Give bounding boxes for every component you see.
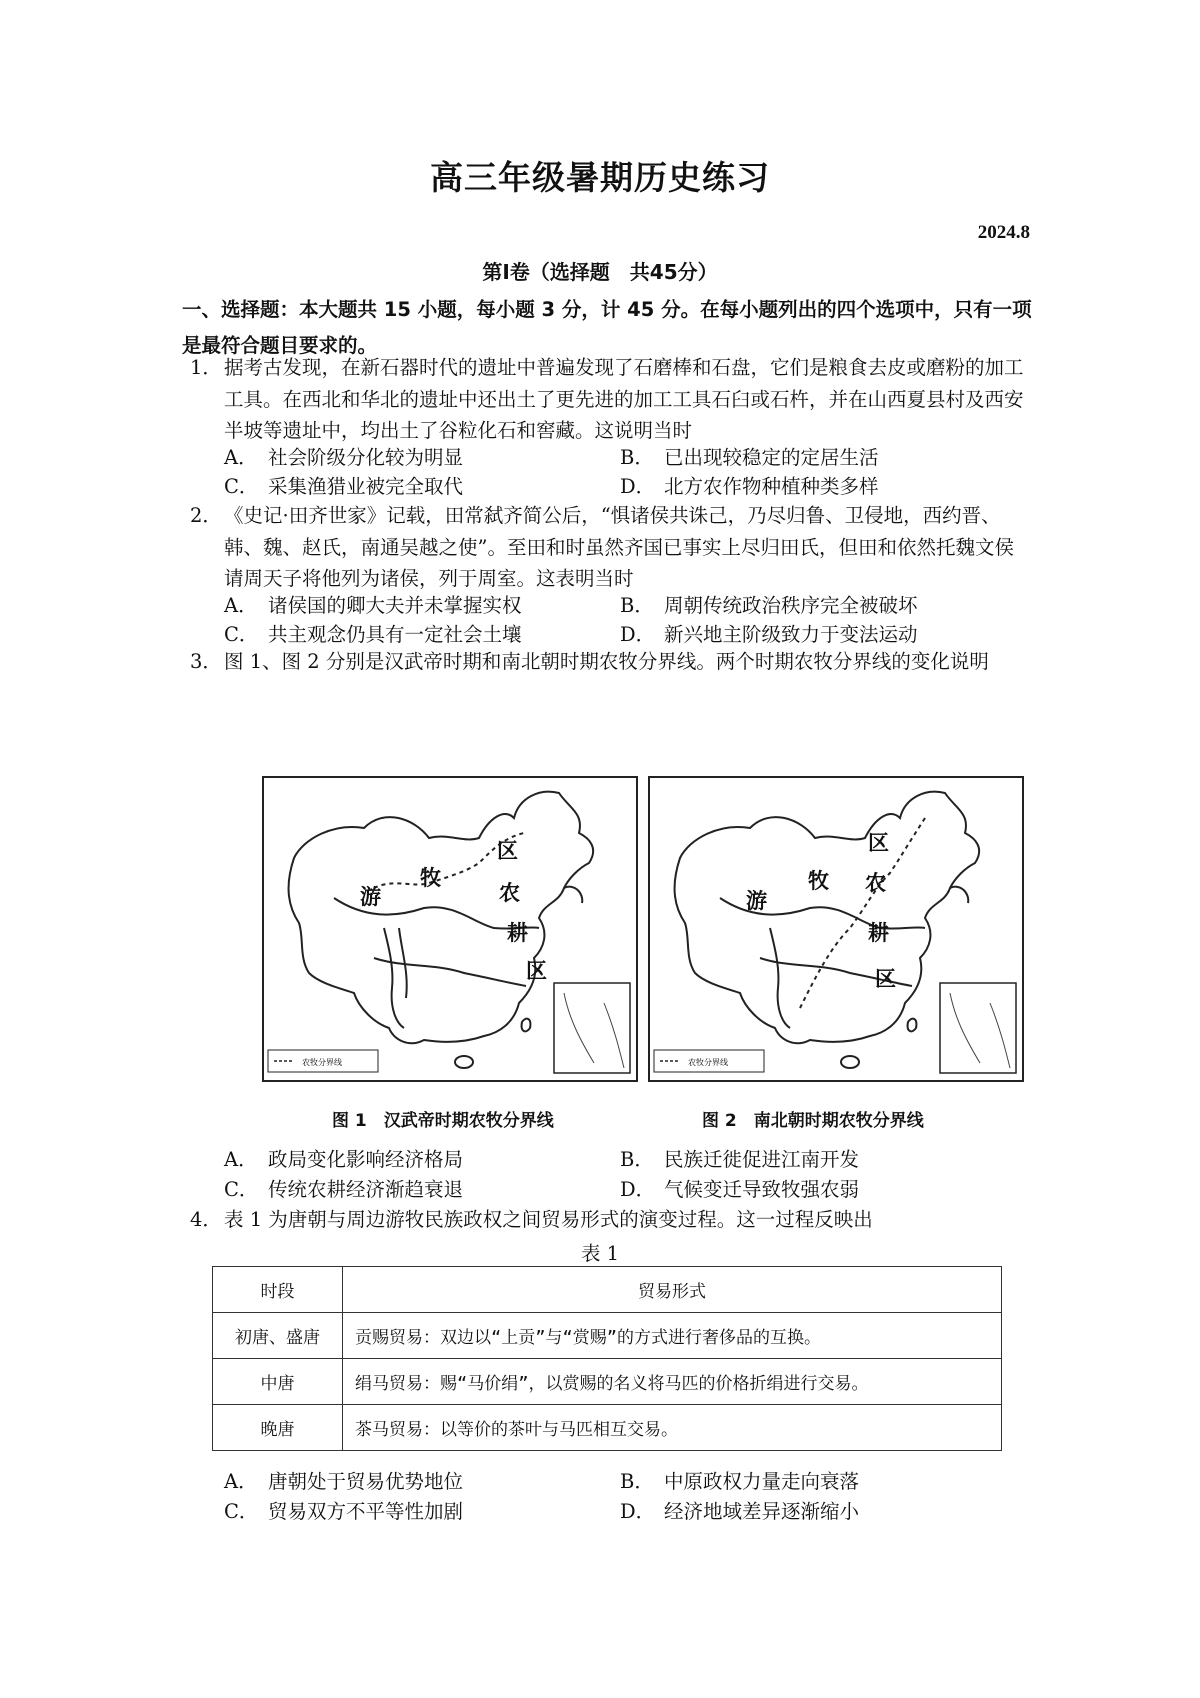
table-cell: 贡赐贸易：双边以“上贡”与“赏赐”的方式进行奢侈品的互换。 — [343, 1313, 1002, 1359]
table-row — [213, 1359, 1002, 1405]
table-header-cell: 时段 — [213, 1267, 343, 1313]
option-letter: C． — [224, 623, 259, 646]
option-a[interactable] — [224, 1144, 463, 1172]
option-c[interactable] — [224, 1174, 463, 1202]
option-text: 诸侯国的卿大夫并未掌握实权 — [268, 594, 522, 617]
option-d[interactable] — [620, 1496, 859, 1524]
option-letter: D． — [620, 475, 656, 498]
option-text: 已出现较稳定的定居生活 — [664, 446, 879, 469]
table-cell: 晚唐 — [213, 1405, 343, 1451]
option-text: 共主观念仍具有一定社会土壤 — [268, 623, 522, 646]
question-4 — [190, 1204, 1030, 1236]
figure-1-map — [262, 776, 638, 1082]
page-title: 高三年级暑期历史练习 — [430, 158, 770, 197]
question-stem: 图 1、图 2 分别是汉武帝时期和南北朝时期农牧分界线。两个时期农牧分界线的变化说明 — [224, 650, 989, 673]
option-text: 贸易双方不平等性加剧 — [268, 1500, 464, 1523]
option-letter: B． — [620, 446, 654, 469]
table-cell: 绢马贸易：赐“马价绢”，以赏赐的名义将马匹的价格折绢进行交易。 — [343, 1359, 1002, 1405]
option-letter: A． — [224, 446, 258, 469]
map-label: 农 — [865, 870, 886, 895]
option-text: 唐朝处于贸易优势地位 — [268, 1470, 464, 1493]
question-number: 3． — [190, 650, 222, 673]
option-b[interactable] — [620, 442, 879, 470]
option-a[interactable] — [224, 1466, 463, 1494]
map-label: 牧 — [420, 865, 441, 890]
option-letter: C． — [224, 475, 259, 498]
option-letter: C． — [224, 1500, 259, 1523]
trade-forms-table — [212, 1266, 1002, 1451]
table-header-row — [213, 1267, 1002, 1313]
option-text: 气候变迁导致牧强农弱 — [664, 1178, 860, 1201]
option-text: 政局变化影响经济格局 — [268, 1148, 464, 1171]
figure-2-map — [648, 776, 1024, 1082]
option-text: 中原政权力量走向衰落 — [664, 1470, 860, 1493]
table-cell: 中唐 — [213, 1359, 343, 1405]
map-label: 耕 — [868, 920, 889, 945]
option-text: 北方农作物种植种类多样 — [664, 475, 879, 498]
question-number: 1． — [190, 356, 222, 379]
map-label: 区 — [497, 838, 518, 863]
option-letter: B． — [620, 594, 654, 617]
question-3 — [190, 646, 1030, 678]
question-1 — [190, 352, 1030, 447]
question-stem: 表 1 为唐朝与周边游牧民族政权之间贸易形式的演变过程。这一过程反映出 — [224, 1208, 873, 1231]
option-text: 周朝传统政治秩序完全被破坏 — [664, 594, 918, 617]
section-title: 第Ⅰ卷（选择题 共45分） — [482, 260, 718, 284]
option-d[interactable] — [620, 1174, 859, 1202]
option-letter: A． — [224, 1148, 258, 1171]
option-text: 经济地域差异逐渐缩小 — [664, 1500, 860, 1523]
question-stem: 《史记·田齐世家》记载，田常弑齐简公后，“惧诸侯共诛己，乃尽归鲁、卫侵地，西约晋、韩、魏、赵氏，南通吴越之使”。至田和时虽然齐国已事实上尽归田氏，但田和依然托魏文侯请周天子将他列为诸侯，列于周室。这表明当时 — [224, 504, 1014, 590]
option-letter: A． — [224, 594, 258, 617]
option-text: 采集渔猎业被完全取代 — [268, 475, 464, 498]
table-cell: 初唐、盛唐 — [213, 1313, 343, 1359]
option-b[interactable] — [620, 1466, 859, 1494]
option-letter: C． — [224, 1178, 259, 1201]
option-letter: B． — [620, 1470, 654, 1493]
option-text: 民族迁徙促进江南开发 — [664, 1148, 860, 1171]
question-2 — [190, 500, 1030, 595]
question-number: 2． — [190, 504, 222, 527]
map-label: 游 — [746, 888, 767, 913]
figure-2-caption: 图 2 南北朝时期农牧分界线 — [702, 1111, 924, 1131]
question-stem: 据考古发现，在新石器时代的遗址中普遍发现了石磨棒和石盘，它们是粮食去皮或磨粉的加工工具。在西北和华北的遗址中还出土了更先进的加工工具石臼或石杵，并在山西夏县村及西安半坡等遗址中，均出土了谷粒化石和窖藏。这说明当时 — [224, 356, 1024, 442]
option-c[interactable] — [224, 1496, 463, 1524]
map-label: 区 — [526, 958, 547, 983]
option-letter: D． — [620, 623, 656, 646]
map-legend-label: 农牧分界线 — [688, 1058, 728, 1067]
table-caption: 表 1 — [580, 1242, 620, 1265]
option-b[interactable] — [620, 590, 918, 618]
map-label: 牧 — [808, 868, 829, 893]
option-a[interactable] — [224, 590, 522, 618]
option-letter: B． — [620, 1148, 654, 1171]
map-label: 区 — [868, 830, 889, 855]
option-text: 新兴地主阶级致力于变法运动 — [664, 623, 918, 646]
option-d[interactable] — [620, 471, 879, 499]
china-map-illustration — [264, 778, 636, 1080]
option-letter: D． — [620, 1178, 656, 1201]
option-text: 社会阶级分化较为明显 — [268, 446, 464, 469]
option-a[interactable] — [224, 442, 463, 470]
option-letter: D． — [620, 1500, 656, 1523]
option-c[interactable] — [224, 619, 522, 647]
option-b[interactable] — [620, 1144, 859, 1172]
table-cell: 茶马贸易：以等价的茶叶与马匹相互交易。 — [343, 1405, 1002, 1451]
map-label: 耕 — [507, 920, 528, 945]
map-label: 区 — [875, 966, 896, 991]
map-label: 游 — [360, 884, 381, 909]
exam-date: 2024.8 — [977, 222, 1030, 243]
china-map-illustration — [650, 778, 1022, 1080]
table-header-cell: 贸易形式 — [343, 1267, 1002, 1313]
map-label: 农 — [499, 880, 520, 905]
map-legend-label: 农牧分界线 — [302, 1058, 342, 1067]
option-c[interactable] — [224, 471, 463, 499]
option-d[interactable] — [620, 619, 918, 647]
option-letter: A． — [224, 1470, 258, 1493]
option-text: 传统农耕经济渐趋衰退 — [268, 1178, 464, 1201]
table-row — [213, 1405, 1002, 1451]
question-number: 4． — [190, 1208, 222, 1231]
instruction-text: 一、选择题：本大题共 15 小题，每小题 3 分，计 45 分。在每小题列出的四个选项中，只有一项是最符合题目要求的。 — [182, 298, 1032, 357]
figure-1-caption: 图 1 汉武帝时期农牧分界线 — [332, 1111, 554, 1131]
table-row — [213, 1313, 1002, 1359]
